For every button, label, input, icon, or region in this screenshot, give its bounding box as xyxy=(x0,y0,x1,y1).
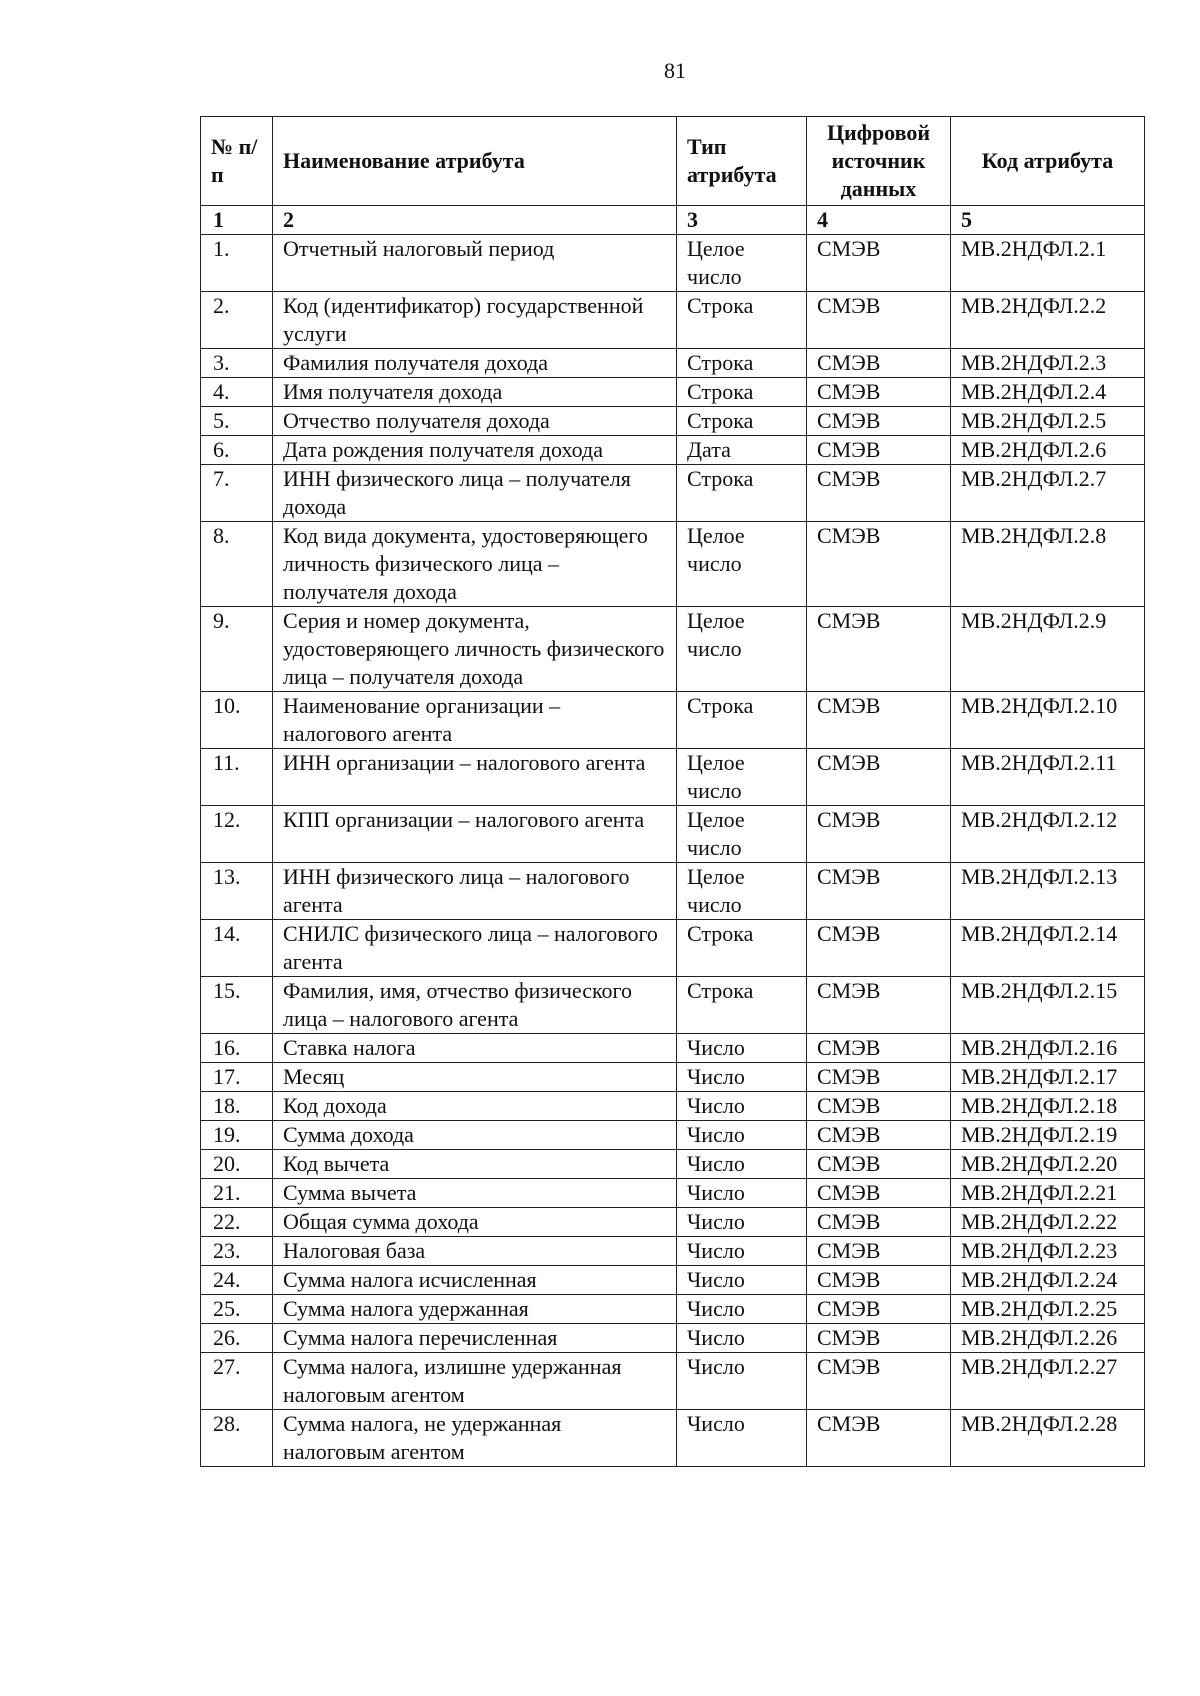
attribute-name: Код дохода xyxy=(273,1092,677,1121)
table-row xyxy=(201,1208,1145,1237)
attribute-type: Число xyxy=(677,1121,807,1150)
row-number: 8. xyxy=(201,522,273,607)
table-row xyxy=(201,522,1145,607)
table-row xyxy=(201,1266,1145,1295)
row-number: 17. xyxy=(201,1063,273,1092)
attribute-code: МВ.2НДФЛ.2.20 xyxy=(951,1150,1145,1179)
row-number: 3. xyxy=(201,349,273,378)
data-source: СМЭВ xyxy=(807,292,951,349)
attribute-code: МВ.2НДФЛ.2.25 xyxy=(951,1295,1145,1324)
row-number: 15. xyxy=(201,977,273,1034)
attribute-type: Строка xyxy=(677,378,807,407)
attribute-code: МВ.2НДФЛ.2.8 xyxy=(951,522,1145,607)
row-number: 21. xyxy=(201,1179,273,1208)
attribute-name: Код вида документа, удостоверяющего личность физического лица – получателя дохода xyxy=(273,522,677,607)
attribute-code: МВ.2НДФЛ.2.26 xyxy=(951,1324,1145,1353)
row-number: 1. xyxy=(201,235,273,292)
attribute-type: Число xyxy=(677,1410,807,1467)
attribute-code: МВ.2НДФЛ.2.3 xyxy=(951,349,1145,378)
attribute-code: МВ.2НДФЛ.2.2 xyxy=(951,292,1145,349)
data-source: СМЭВ xyxy=(807,465,951,522)
attribute-type: Число xyxy=(677,1063,807,1092)
table-row xyxy=(201,1324,1145,1353)
attribute-code: МВ.2НДФЛ.2.28 xyxy=(951,1410,1145,1467)
row-number: 13. xyxy=(201,863,273,920)
table-row xyxy=(201,920,1145,977)
attribute-code: МВ.2НДФЛ.2.24 xyxy=(951,1266,1145,1295)
table-row xyxy=(201,692,1145,749)
attribute-type: Целое число xyxy=(677,749,807,806)
table-row xyxy=(201,292,1145,349)
attribute-name: Сумма налога перечисленная xyxy=(273,1324,677,1353)
attribute-code: МВ.2НДФЛ.2.14 xyxy=(951,920,1145,977)
attribute-name: Фамилия, имя, отчество физического лица – налогового агента xyxy=(273,977,677,1034)
table-row xyxy=(201,863,1145,920)
data-source: СМЭВ xyxy=(807,806,951,863)
attributes-table xyxy=(200,116,1145,1467)
attribute-code: МВ.2НДФЛ.2.10 xyxy=(951,692,1145,749)
table-row xyxy=(201,1179,1145,1208)
table-row xyxy=(201,977,1145,1034)
data-source: СМЭВ xyxy=(807,349,951,378)
row-number: 26. xyxy=(201,1324,273,1353)
attribute-name: Месяц xyxy=(273,1063,677,1092)
table-row xyxy=(201,1410,1145,1467)
attribute-code: МВ.2НДФЛ.2.13 xyxy=(951,863,1145,920)
attribute-code: МВ.2НДФЛ.2.7 xyxy=(951,465,1145,522)
table-row xyxy=(201,235,1145,292)
table-row xyxy=(201,1034,1145,1063)
attribute-name: КПП организации – налогового агента xyxy=(273,806,677,863)
attribute-name: Сумма налога исчисленная xyxy=(273,1266,677,1295)
page-number: 81 xyxy=(664,58,686,83)
data-source: СМЭВ xyxy=(807,1324,951,1353)
attribute-type: Число xyxy=(677,1324,807,1353)
table-row xyxy=(201,806,1145,863)
data-source: СМЭВ xyxy=(807,1266,951,1295)
attribute-type: Строка xyxy=(677,920,807,977)
column-number: 5 xyxy=(951,206,1145,235)
attribute-name: Серия и номер документа, удостоверяющего личность физического лица – получателя дохода xyxy=(273,607,677,692)
attribute-name: СНИЛС физического лица – налогового агента xyxy=(273,920,677,977)
attribute-type: Число xyxy=(677,1208,807,1237)
attribute-type: Число xyxy=(677,1353,807,1410)
data-source: СМЭВ xyxy=(807,607,951,692)
attribute-code: МВ.2НДФЛ.2.23 xyxy=(951,1237,1145,1266)
row-number: 9. xyxy=(201,607,273,692)
attribute-type: Строка xyxy=(677,465,807,522)
attribute-name: Фамилия получателя дохода xyxy=(273,349,677,378)
data-source: СМЭВ xyxy=(807,749,951,806)
data-source: СМЭВ xyxy=(807,235,951,292)
table-row xyxy=(201,349,1145,378)
data-source: СМЭВ xyxy=(807,1208,951,1237)
table-row xyxy=(201,1121,1145,1150)
attribute-name: Код (идентификатор) государственной услуги xyxy=(273,292,677,349)
attribute-code: МВ.2НДФЛ.2.6 xyxy=(951,436,1145,465)
table-body xyxy=(201,235,1145,1467)
row-number: 14. xyxy=(201,920,273,977)
table-row xyxy=(201,607,1145,692)
attribute-code: МВ.2НДФЛ.2.16 xyxy=(951,1034,1145,1063)
row-number: 2. xyxy=(201,292,273,349)
attribute-name: Налоговая база xyxy=(273,1237,677,1266)
row-number: 18. xyxy=(201,1092,273,1121)
attribute-code: МВ.2НДФЛ.2.27 xyxy=(951,1353,1145,1410)
attribute-name: Сумма вычета xyxy=(273,1179,677,1208)
row-number: 28. xyxy=(201,1410,273,1467)
attribute-name: Сумма налога, не удержанная налоговым агентом xyxy=(273,1410,677,1467)
attribute-type: Число xyxy=(677,1266,807,1295)
row-number: 23. xyxy=(201,1237,273,1266)
table-row xyxy=(201,1150,1145,1179)
attribute-type: Строка xyxy=(677,349,807,378)
table-row xyxy=(201,749,1145,806)
attribute-type: Число xyxy=(677,1150,807,1179)
attribute-type: Дата xyxy=(677,436,807,465)
attribute-code: МВ.2НДФЛ.2.5 xyxy=(951,407,1145,436)
attribute-name: ИНН организации – налогового агента xyxy=(273,749,677,806)
row-number: 19. xyxy=(201,1121,273,1150)
attribute-name: Общая сумма дохода xyxy=(273,1208,677,1237)
data-source: СМЭВ xyxy=(807,378,951,407)
data-source: СМЭВ xyxy=(807,692,951,749)
table-row xyxy=(201,1063,1145,1092)
data-source: СМЭВ xyxy=(807,407,951,436)
attribute-code: МВ.2НДФЛ.2.15 xyxy=(951,977,1145,1034)
row-number: 20. xyxy=(201,1150,273,1179)
row-number: 4. xyxy=(201,378,273,407)
attribute-code: МВ.2НДФЛ.2.21 xyxy=(951,1179,1145,1208)
column-number: 3 xyxy=(677,206,807,235)
row-number: 25. xyxy=(201,1295,273,1324)
column-number-row xyxy=(201,206,1145,235)
row-number: 5. xyxy=(201,407,273,436)
row-number: 10. xyxy=(201,692,273,749)
row-number: 12. xyxy=(201,806,273,863)
data-source: СМЭВ xyxy=(807,1410,951,1467)
data-source: СМЭВ xyxy=(807,1121,951,1150)
data-source: СМЭВ xyxy=(807,1295,951,1324)
attribute-code: МВ.2НДФЛ.2.17 xyxy=(951,1063,1145,1092)
attribute-type: Целое число xyxy=(677,806,807,863)
attribute-name: ИНН физического лица – получателя дохода xyxy=(273,465,677,522)
column-number: 2 xyxy=(273,206,677,235)
attribute-name: Ставка налога xyxy=(273,1034,677,1063)
attribute-type: Число xyxy=(677,1092,807,1121)
data-source: СМЭВ xyxy=(807,522,951,607)
data-source: СМЭВ xyxy=(807,436,951,465)
data-source: СМЭВ xyxy=(807,863,951,920)
table-row xyxy=(201,436,1145,465)
header-data-source: Цифровой источник данных xyxy=(807,117,951,206)
attribute-name: Сумма дохода xyxy=(273,1121,677,1150)
attribute-type: Целое число xyxy=(677,235,807,292)
attribute-code: МВ.2НДФЛ.2.22 xyxy=(951,1208,1145,1237)
data-source: СМЭВ xyxy=(807,1179,951,1208)
attribute-type: Число xyxy=(677,1179,807,1208)
data-source: СМЭВ xyxy=(807,920,951,977)
row-number: 27. xyxy=(201,1353,273,1410)
attribute-type: Число xyxy=(677,1034,807,1063)
column-number: 1 xyxy=(201,206,273,235)
data-source: СМЭВ xyxy=(807,1063,951,1092)
attribute-code: МВ.2НДФЛ.2.12 xyxy=(951,806,1145,863)
attribute-code: МВ.2НДФЛ.2.9 xyxy=(951,607,1145,692)
attribute-name: Код вычета xyxy=(273,1150,677,1179)
row-number: 22. xyxy=(201,1208,273,1237)
header-attribute-type: Тип атрибута xyxy=(677,117,807,206)
attribute-code: МВ.2НДФЛ.2.19 xyxy=(951,1121,1145,1150)
attribute-name: Сумма налога, излишне удержанная налоговым агентом xyxy=(273,1353,677,1410)
table-row xyxy=(201,1295,1145,1324)
attribute-name: Отчество получателя дохода xyxy=(273,407,677,436)
attribute-type: Целое число xyxy=(677,522,807,607)
header-number: № п/п xyxy=(201,117,273,206)
attribute-type: Строка xyxy=(677,292,807,349)
header-attribute-code: Код атрибута xyxy=(951,117,1145,206)
attribute-type: Строка xyxy=(677,977,807,1034)
data-source: СМЭВ xyxy=(807,1353,951,1410)
table-row xyxy=(201,1237,1145,1266)
attribute-name: ИНН физического лица – налогового агента xyxy=(273,863,677,920)
attribute-type: Целое число xyxy=(677,607,807,692)
data-source: СМЭВ xyxy=(807,1034,951,1063)
table-row xyxy=(201,1353,1145,1410)
attribute-name: Наименование организации – налогового агента xyxy=(273,692,677,749)
data-source: СМЭВ xyxy=(807,1150,951,1179)
attribute-type: Строка xyxy=(677,692,807,749)
attribute-code: МВ.2НДФЛ.2.4 xyxy=(951,378,1145,407)
row-number: 16. xyxy=(201,1034,273,1063)
table-row xyxy=(201,1092,1145,1121)
attribute-type: Число xyxy=(677,1295,807,1324)
table-header-row xyxy=(201,117,1145,206)
table-row xyxy=(201,378,1145,407)
row-number: 6. xyxy=(201,436,273,465)
attribute-name: Имя получателя дохода xyxy=(273,378,677,407)
header-attribute-name: Наименование атрибута xyxy=(273,117,677,206)
row-number: 7. xyxy=(201,465,273,522)
attribute-code: МВ.2НДФЛ.2.11 xyxy=(951,749,1145,806)
attribute-type: Строка xyxy=(677,407,807,436)
attribute-type: Целое число xyxy=(677,863,807,920)
data-source: СМЭВ xyxy=(807,977,951,1034)
attribute-name: Отчетный налоговый период xyxy=(273,235,677,292)
attribute-name: Сумма налога удержанная xyxy=(273,1295,677,1324)
table-row xyxy=(201,465,1145,522)
attribute-type: Число xyxy=(677,1237,807,1266)
attribute-code: МВ.2НДФЛ.2.18 xyxy=(951,1092,1145,1121)
data-source: СМЭВ xyxy=(807,1237,951,1266)
attribute-name: Дата рождения получателя дохода xyxy=(273,436,677,465)
row-number: 11. xyxy=(201,749,273,806)
data-source: СМЭВ xyxy=(807,1092,951,1121)
row-number: 24. xyxy=(201,1266,273,1295)
table-row xyxy=(201,407,1145,436)
attribute-code: МВ.2НДФЛ.2.1 xyxy=(951,235,1145,292)
column-number: 4 xyxy=(807,206,951,235)
